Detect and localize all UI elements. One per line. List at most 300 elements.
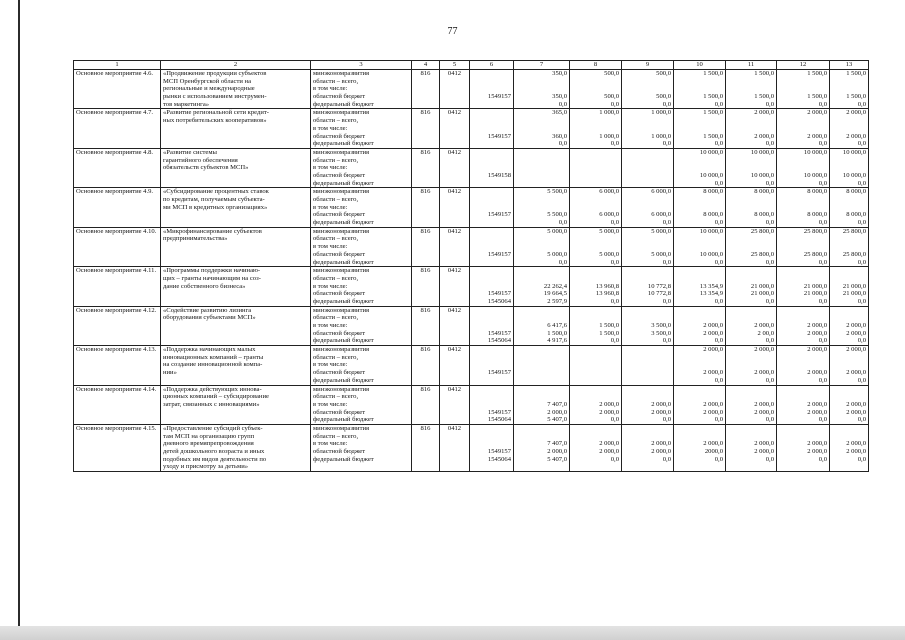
year-value-9-line <box>624 346 671 354</box>
table-row <box>74 109 869 148</box>
year-value-10 <box>674 109 726 148</box>
year-value-12-line <box>779 125 827 133</box>
year-value-8-line <box>572 425 619 433</box>
target-article-code <box>470 109 514 148</box>
column-header-6: 6 <box>470 61 514 70</box>
measure-description <box>161 385 311 424</box>
measure-description-line: нии» <box>163 369 177 377</box>
executor-line: в том числе: <box>313 400 348 408</box>
year-value-12-line: 2 000,0 <box>807 329 827 337</box>
column-header-4: 4 <box>412 61 440 70</box>
year-value-9-line <box>624 164 671 172</box>
year-value-12-line <box>779 354 827 362</box>
year-value-7-line: 5 000,0 <box>547 250 567 258</box>
year-value-7-line <box>516 78 567 86</box>
year-value-8 <box>570 385 622 424</box>
year-value-8-line <box>572 463 619 471</box>
measure-name: Основное мероприятие 4.10. <box>74 227 161 266</box>
executor-line: минэкономразвития <box>313 188 370 196</box>
year-value-9-line: 0,0 <box>662 100 671 108</box>
measure-description-line: «Предоставление субсидий субъек- <box>163 424 263 432</box>
year-value-9-line <box>624 386 671 394</box>
year-value-12-line <box>779 78 827 86</box>
year-value-8-line: 0,0 <box>610 100 619 108</box>
measure-description-line <box>163 330 308 338</box>
year-value-13 <box>830 306 869 345</box>
measure-description-line <box>163 416 308 424</box>
executor-line: федеральный бюджет <box>313 416 374 424</box>
year-value-8-line: 2 000,0 <box>599 408 619 416</box>
year-value-7-line: 19 664,5 <box>543 290 567 298</box>
table-row <box>74 267 869 306</box>
year-value-13-line <box>832 354 866 362</box>
year-value-11-line: 0,0 <box>765 416 774 424</box>
year-value-9-line: 0,0 <box>662 219 671 227</box>
year-value-8-line: 13 960,8 <box>595 290 619 298</box>
year-value-9-line <box>624 354 671 362</box>
year-value-11-line: 21 000,0 <box>750 282 774 290</box>
measure-description <box>161 306 311 345</box>
measure-description-line: «Развитие региональной сети кредит- <box>163 109 269 117</box>
column-header-13: 13 <box>830 61 869 70</box>
year-value-9-line: 0,0 <box>662 258 671 266</box>
target-article-code-line <box>472 346 511 354</box>
year-value-13-line: 0,0 <box>857 337 866 345</box>
year-value-7-line: 2 000,0 <box>547 408 567 416</box>
year-value-12-line: 0,0 <box>818 140 827 148</box>
year-value-10-line <box>676 243 723 251</box>
year-value-13 <box>830 148 869 187</box>
executor-line: в том числе: <box>313 124 348 132</box>
year-value-12 <box>777 227 830 266</box>
year-value-11-line: 25 800,0 <box>750 250 774 258</box>
executor-line: в том числе: <box>313 440 348 448</box>
year-value-13 <box>830 424 869 471</box>
year-value-10-line: 10 000,0 <box>699 250 723 258</box>
year-value-8-line <box>572 369 619 377</box>
year-value-9-line: 0,0 <box>662 297 671 305</box>
measure-name: Основное мероприятие 4.13. <box>74 346 161 385</box>
year-value-10-line <box>676 117 723 125</box>
measure-description-line: по кредитам, получаемым субъекта- <box>163 196 265 203</box>
year-value-13 <box>830 188 869 227</box>
year-value-10-line: 1 500,0 <box>703 70 723 77</box>
executor-line: минэкономразвития <box>313 227 370 235</box>
measure-description <box>161 267 311 306</box>
executor-line: федеральный бюджет <box>313 297 374 305</box>
executor-line: минэкономразвития <box>313 306 370 314</box>
year-value-13-line: 2 000,0 <box>846 408 866 416</box>
section-code: 0412 <box>440 227 470 266</box>
year-value-11-line <box>728 314 774 322</box>
measure-description-line: детей дошкольного возраста и иных <box>163 448 265 455</box>
target-article-code-line: 1549157 <box>487 211 511 219</box>
year-value-13-line: 0,0 <box>857 179 866 187</box>
year-value-8-line <box>572 235 619 243</box>
year-value-13 <box>830 70 869 109</box>
target-article-code-line <box>472 314 511 322</box>
measure-description-line <box>163 337 308 345</box>
column-header-1: 1 <box>74 61 161 70</box>
table-row <box>74 306 869 345</box>
year-value-9-line <box>624 125 671 133</box>
target-article-code-line <box>472 307 511 315</box>
grbs-code: 816 <box>412 306 440 345</box>
year-value-11-line <box>728 267 774 275</box>
executor-line: в том числе: <box>313 164 348 172</box>
measure-description <box>161 148 311 187</box>
year-value-12-line: 0,0 <box>818 179 827 187</box>
year-value-8 <box>570 267 622 306</box>
target-article-code-line <box>472 78 511 86</box>
measure-description-line: ционных компаний – субсидирование <box>163 393 269 401</box>
year-value-7 <box>514 70 570 109</box>
year-value-10-line <box>676 425 723 433</box>
year-value-9-line: 2 000,0 <box>651 440 671 448</box>
executor-line: минэкономразвития <box>313 148 370 156</box>
year-value-12-line <box>779 433 827 441</box>
measure-description-line: «Поддержка начинающих малых <box>163 346 256 354</box>
year-value-8 <box>570 424 622 471</box>
section-code: 0412 <box>440 148 470 187</box>
year-value-11-line: 2 000,0 <box>754 408 774 416</box>
year-value-12-line <box>779 275 827 283</box>
year-value-8 <box>570 188 622 227</box>
column-header-9: 9 <box>622 61 674 70</box>
executor-line: минэкономразвития <box>313 70 370 77</box>
year-value-10-line: 10 000,0 <box>699 171 723 179</box>
year-value-11-line <box>728 393 774 401</box>
year-value-12 <box>777 188 830 227</box>
measure-name: Основное мероприятие 4.9. <box>74 188 161 227</box>
measure-description-line <box>163 377 308 385</box>
target-article-code-line: 1549157 <box>487 448 511 455</box>
year-value-7-line <box>516 425 567 433</box>
year-value-11-line <box>728 361 774 369</box>
measure-description-line <box>163 211 308 219</box>
year-value-13 <box>830 385 869 424</box>
year-value-9-line <box>624 307 671 315</box>
year-value-9-line <box>624 235 671 243</box>
executor-line: минэкономразвития <box>313 385 370 393</box>
section-code: 0412 <box>440 109 470 148</box>
year-value-13-line: 25 800,0 <box>842 250 866 258</box>
grbs-code: 816 <box>412 70 440 109</box>
year-value-11-line: 2 000,0 <box>754 440 774 448</box>
column-header-7: 7 <box>514 61 570 70</box>
year-value-9-line: 0,0 <box>662 140 671 148</box>
year-value-10-line: 0,0 <box>714 140 723 148</box>
year-value-13-line <box>832 157 866 165</box>
measure-description-line: там МСП на организацию групп <box>163 432 255 440</box>
year-value-9 <box>622 267 674 306</box>
year-value-8-line <box>572 204 619 212</box>
year-value-8-line <box>572 164 619 172</box>
target-article-code-line <box>472 219 511 227</box>
year-value-8-line: 500,0 <box>604 70 619 77</box>
year-value-12-line: 8 000,0 <box>807 188 827 196</box>
year-value-10-line <box>676 157 723 165</box>
year-value-7 <box>514 346 570 385</box>
year-value-7-line <box>516 243 567 251</box>
target-article-code-line <box>472 322 511 330</box>
measure-description <box>161 424 311 471</box>
year-value-9 <box>622 227 674 266</box>
year-value-9-line: 500,0 <box>656 70 671 77</box>
year-value-8-line <box>572 172 619 180</box>
year-value-13-line <box>832 275 866 283</box>
year-value-8-line: 1 500,0 <box>599 322 619 329</box>
year-value-9 <box>622 346 674 385</box>
measure-description-line: «Развитие системы <box>163 148 217 156</box>
year-value-11 <box>726 109 777 148</box>
executor-line: федеральный бюджет <box>313 455 374 463</box>
measure-description-line: обязательств субъектов МСП» <box>163 164 249 172</box>
year-value-11-line: 0,0 <box>765 455 774 463</box>
year-value-9-line <box>624 463 671 471</box>
target-article-code <box>470 424 514 471</box>
year-value-7-line: 5 500,0 <box>547 188 567 196</box>
year-value-12 <box>777 385 830 424</box>
year-value-8-line <box>572 275 619 283</box>
year-value-10-line: 2 000,0 <box>703 408 723 416</box>
executor <box>311 70 412 109</box>
year-value-13-line <box>832 243 866 251</box>
target-article-code-line <box>472 401 511 409</box>
year-value-10-line: 0,0 <box>714 337 723 345</box>
year-value-10-line: 2 000,0 <box>703 322 723 329</box>
year-value-9-line: 3 500,0 <box>651 322 671 329</box>
year-value-8-line <box>572 85 619 93</box>
year-value-13-line: 2 000,0 <box>846 448 866 455</box>
target-article-code-line <box>472 70 511 78</box>
grbs-code: 816 <box>412 385 440 424</box>
target-article-code-line <box>472 259 511 267</box>
year-value-7-line: 4 917,6 <box>547 337 567 345</box>
year-value-8-line: 1 500,0 <box>599 329 619 337</box>
year-value-11 <box>726 306 777 345</box>
year-value-13-line: 0,0 <box>857 455 866 463</box>
year-value-13-line: 2 000,0 <box>846 440 866 448</box>
target-article-code <box>470 148 514 187</box>
executor-line: федеральный бюджет <box>313 100 374 108</box>
executor-line: минэкономразвития <box>313 109 370 117</box>
executor-line: в том числе: <box>313 203 348 211</box>
year-value-11-line <box>728 157 774 165</box>
year-value-11-line <box>728 85 774 93</box>
measure-description-line <box>163 133 308 141</box>
grbs-code: 816 <box>412 148 440 187</box>
year-value-12-line <box>779 386 827 394</box>
year-value-7-line: 5 407,0 <box>547 416 567 424</box>
year-value-11-line: 2 000,0 <box>754 346 774 354</box>
year-value-8-line: 0,0 <box>610 219 619 227</box>
year-value-12-line: 0,0 <box>818 376 827 384</box>
year-value-8-line <box>572 433 619 441</box>
year-value-13-line <box>832 463 866 471</box>
year-value-9-line: 1 000,0 <box>651 109 671 117</box>
year-value-8-line: 0,0 <box>610 337 619 345</box>
year-value-13-line: 0,0 <box>857 100 866 108</box>
year-value-7-line <box>516 267 567 275</box>
year-value-8-line: 0,0 <box>610 416 619 424</box>
grbs-code: 816 <box>412 188 440 227</box>
year-value-12 <box>777 148 830 187</box>
executor <box>311 267 412 306</box>
year-value-7-line <box>516 204 567 212</box>
year-value-9-line <box>624 243 671 251</box>
year-value-8-line <box>572 307 619 315</box>
year-value-8-line <box>572 377 619 385</box>
target-article-code-line: 1549157 <box>487 408 511 416</box>
year-value-9 <box>622 70 674 109</box>
measure-description <box>161 346 311 385</box>
year-value-12-line <box>779 307 827 315</box>
year-value-10-line: 8 000,0 <box>703 211 723 219</box>
year-value-11-line: 0,0 <box>765 100 774 108</box>
year-value-7 <box>514 109 570 148</box>
year-value-9-line <box>624 85 671 93</box>
column-header-8: 8 <box>570 61 622 70</box>
year-value-12-line: 2 000,0 <box>807 322 827 329</box>
year-value-7 <box>514 188 570 227</box>
year-value-13-line <box>832 78 866 86</box>
year-value-10-line: 0,0 <box>714 258 723 266</box>
year-value-13 <box>830 109 869 148</box>
year-value-8-line: 2 000,0 <box>599 440 619 448</box>
year-value-13-line: 2 000,0 <box>846 132 866 140</box>
year-value-7 <box>514 306 570 345</box>
year-value-13-line <box>832 196 866 204</box>
target-article-code-line <box>472 275 511 283</box>
year-value-10 <box>674 306 726 345</box>
year-value-8-line: 1 000,0 <box>599 109 619 117</box>
target-article-code <box>470 70 514 109</box>
year-value-11-line <box>728 204 774 212</box>
table-row <box>74 70 869 109</box>
year-value-10 <box>674 70 726 109</box>
executor-line: областной бюджет <box>313 369 366 377</box>
executor <box>311 346 412 385</box>
year-value-13-line <box>832 85 866 93</box>
year-value-13-line: 8 000,0 <box>846 188 866 196</box>
executor <box>311 385 412 424</box>
year-value-12-line: 0,0 <box>818 219 827 227</box>
year-value-9-line <box>624 157 671 165</box>
year-value-9-line: 2 000,0 <box>651 400 671 408</box>
year-value-13-line: 21 000,0 <box>842 290 866 298</box>
year-value-11-line: 0,0 <box>765 219 774 227</box>
year-value-8-line <box>572 117 619 125</box>
year-value-9 <box>622 306 674 345</box>
year-value-10-line <box>676 78 723 86</box>
measure-description-line: «Продвижение продукции субъектов <box>163 70 267 77</box>
year-value-9-line <box>624 267 671 275</box>
year-value-8-line: 500,0 <box>604 93 619 101</box>
year-value-9-line <box>624 117 671 125</box>
year-value-8 <box>570 227 622 266</box>
year-value-7 <box>514 267 570 306</box>
year-value-13-line <box>832 307 866 315</box>
target-article-code-line: 1549157 <box>487 250 511 258</box>
year-value-8-line: 0,0 <box>610 297 619 305</box>
year-value-10-line <box>676 125 723 133</box>
target-article-code-line <box>472 196 511 204</box>
year-value-8-line: 6 000,0 <box>599 211 619 219</box>
measure-description-line: рынки с использованием инструмен- <box>163 93 267 101</box>
year-value-12-line <box>779 425 827 433</box>
executor <box>311 188 412 227</box>
year-value-7-line: 1 500,0 <box>547 329 567 337</box>
year-value-9-line <box>624 204 671 212</box>
measure-description-line: тов маркетинга» <box>163 100 210 108</box>
year-value-11-line <box>728 117 774 125</box>
year-value-12-line <box>779 204 827 212</box>
year-value-10-line: 13 354,9 <box>699 282 723 290</box>
year-value-9-line <box>624 377 671 385</box>
year-value-9-line: 5 000,0 <box>651 227 671 235</box>
table-row <box>74 148 869 187</box>
target-article-code-line <box>472 149 511 157</box>
year-value-10-line <box>676 275 723 283</box>
target-article-code <box>470 346 514 385</box>
year-value-11 <box>726 227 777 266</box>
year-value-11-line <box>728 243 774 251</box>
year-value-11-line: 1 500,0 <box>754 93 774 101</box>
year-value-8-line <box>572 314 619 322</box>
executor-line: областной бюджет <box>313 290 366 298</box>
year-value-11-line: 8 000,0 <box>754 188 774 196</box>
year-value-12-line: 0,0 <box>818 297 827 305</box>
year-value-9-line: 10 772,8 <box>647 282 671 290</box>
year-value-12-line: 2 000,0 <box>807 109 827 117</box>
year-value-13-line: 0,0 <box>857 416 866 424</box>
year-value-10-line <box>676 433 723 441</box>
executor-line: федеральный бюджет <box>313 179 374 187</box>
executor-line: федеральный бюджет <box>313 376 374 384</box>
measure-description <box>161 70 311 109</box>
year-value-13-line <box>832 125 866 133</box>
executor-line: областной бюджет <box>313 132 366 140</box>
year-value-11-line: 2 000,0 <box>754 448 774 455</box>
year-value-13-line: 8 000,0 <box>846 211 866 219</box>
year-value-12-line <box>779 314 827 322</box>
year-value-7-line <box>516 235 567 243</box>
year-value-10-line: 0,0 <box>714 297 723 305</box>
year-value-12-line: 0,0 <box>818 455 827 463</box>
year-value-13-line: 2 000,0 <box>846 346 866 354</box>
executor-line: областной бюджет <box>313 93 366 101</box>
measure-description-line <box>163 243 308 251</box>
year-value-7-line: 2 000,0 <box>547 448 567 455</box>
table-row <box>74 385 869 424</box>
year-value-11-line <box>728 463 774 471</box>
year-value-11-line <box>728 433 774 441</box>
year-value-13-line: 10 000,0 <box>842 171 866 179</box>
year-value-7-line <box>516 149 567 157</box>
year-value-12-line: 0,0 <box>818 100 827 108</box>
year-value-10-line: 2000,0 <box>704 448 723 455</box>
year-value-10-line: 13 354,9 <box>699 290 723 298</box>
measure-name: Основное мероприятие 4.11. <box>74 267 161 306</box>
year-value-13-line: 2 000,0 <box>846 400 866 408</box>
year-value-10-line: 0,0 <box>714 219 723 227</box>
year-value-10-line: 10 000,0 <box>699 227 723 235</box>
year-value-9-line <box>624 78 671 86</box>
year-value-10-line: 1 500,0 <box>703 93 723 101</box>
year-value-8-line: 2 000,0 <box>599 448 619 455</box>
measure-name: Основное мероприятие 4.15. <box>74 424 161 471</box>
